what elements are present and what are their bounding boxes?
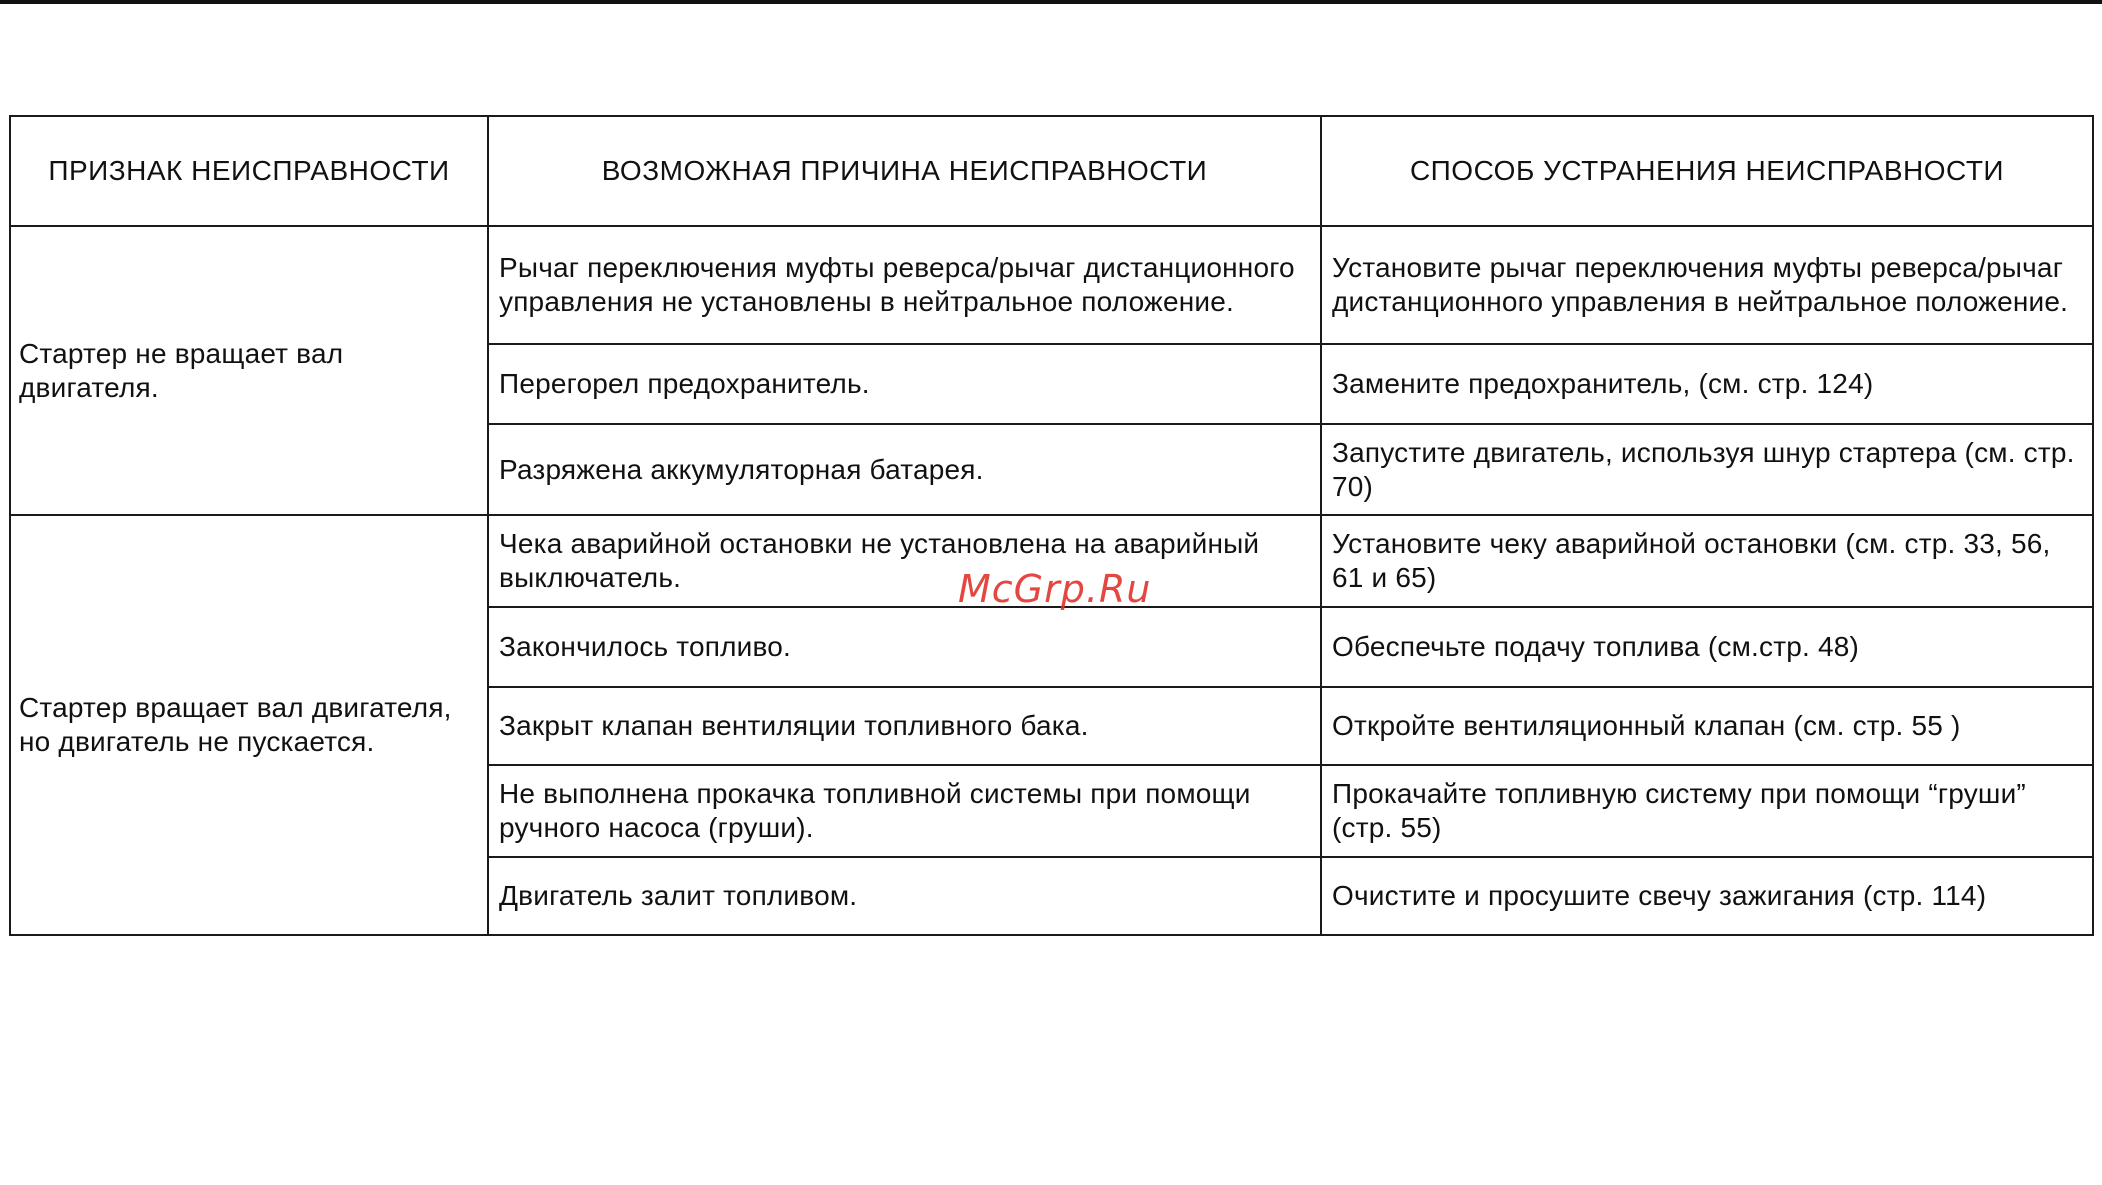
table-row bbox=[10, 226, 2093, 344]
watermark: McGrp.Ru bbox=[958, 567, 1152, 611]
cause-cell: Рычаг переключения муфты реверса/рычаг дистанционного управления не установлены в нейтральное положение. bbox=[488, 226, 1321, 344]
remedy-cell: Очистите и просушите свечу зажигания (стр. 114) bbox=[1321, 857, 2093, 935]
remedy-cell: Прокачайте топливную систему при помощи “груши” (стр. 55) bbox=[1321, 765, 2093, 857]
header-symptom: ПРИЗНАК НЕИСПРАВНОСТИ bbox=[10, 116, 488, 226]
remedy-cell: Замените предохранитель, (см. стр. 124) bbox=[1321, 344, 2093, 424]
header-cause: ВОЗМОЖНАЯ ПРИЧИНА НЕИСПРАВНОСТИ bbox=[488, 116, 1321, 226]
symptom-cell: Стартер вращает вал двигателя, но двигатель не пускается. bbox=[10, 515, 488, 935]
remedy-cell: Установите рычаг переключения муфты реверса/рычаг дистанционного управления в нейтральное положение. bbox=[1321, 226, 2093, 344]
remedy-cell: Обеспечьте подачу топлива (см.стр. 48) bbox=[1321, 607, 2093, 687]
cause-cell: Чека аварийной остановки не установлена на аварийный выключатель. bbox=[488, 515, 1321, 607]
header-remedy: СПОСОБ УСТРАНЕНИЯ НЕИСПРАВНОСТИ bbox=[1321, 116, 2093, 226]
remedy-cell: Откройте вентиляционный клапан (см. стр. 55 ) bbox=[1321, 687, 2093, 765]
cause-cell: Закрыт клапан вентиляции топливного бака. bbox=[488, 687, 1321, 765]
top-rule bbox=[0, 0, 2102, 4]
remedy-cell: Установите чеку аварийной остановки (см. стр. 33, 56, 61 и 65) bbox=[1321, 515, 2093, 607]
cause-cell: Не выполнена прокачка топливной системы при помощи ручного насоса (груши). bbox=[488, 765, 1321, 857]
table-header-row bbox=[10, 116, 2093, 226]
symptom-cell: Стартер не вращает вал двигателя. bbox=[10, 226, 488, 515]
cause-cell: Закончилось топливо. bbox=[488, 607, 1321, 687]
remedy-cell: Запустите двигатель, используя шнур стартера (см. стр. 70) bbox=[1321, 424, 2093, 515]
cause-cell: Двигатель залит топливом. bbox=[488, 857, 1321, 935]
cause-cell: Перегорел предохранитель. bbox=[488, 344, 1321, 424]
troubleshooting-table bbox=[9, 115, 2094, 936]
cause-cell: Разряжена аккумуляторная батарея. bbox=[488, 424, 1321, 515]
